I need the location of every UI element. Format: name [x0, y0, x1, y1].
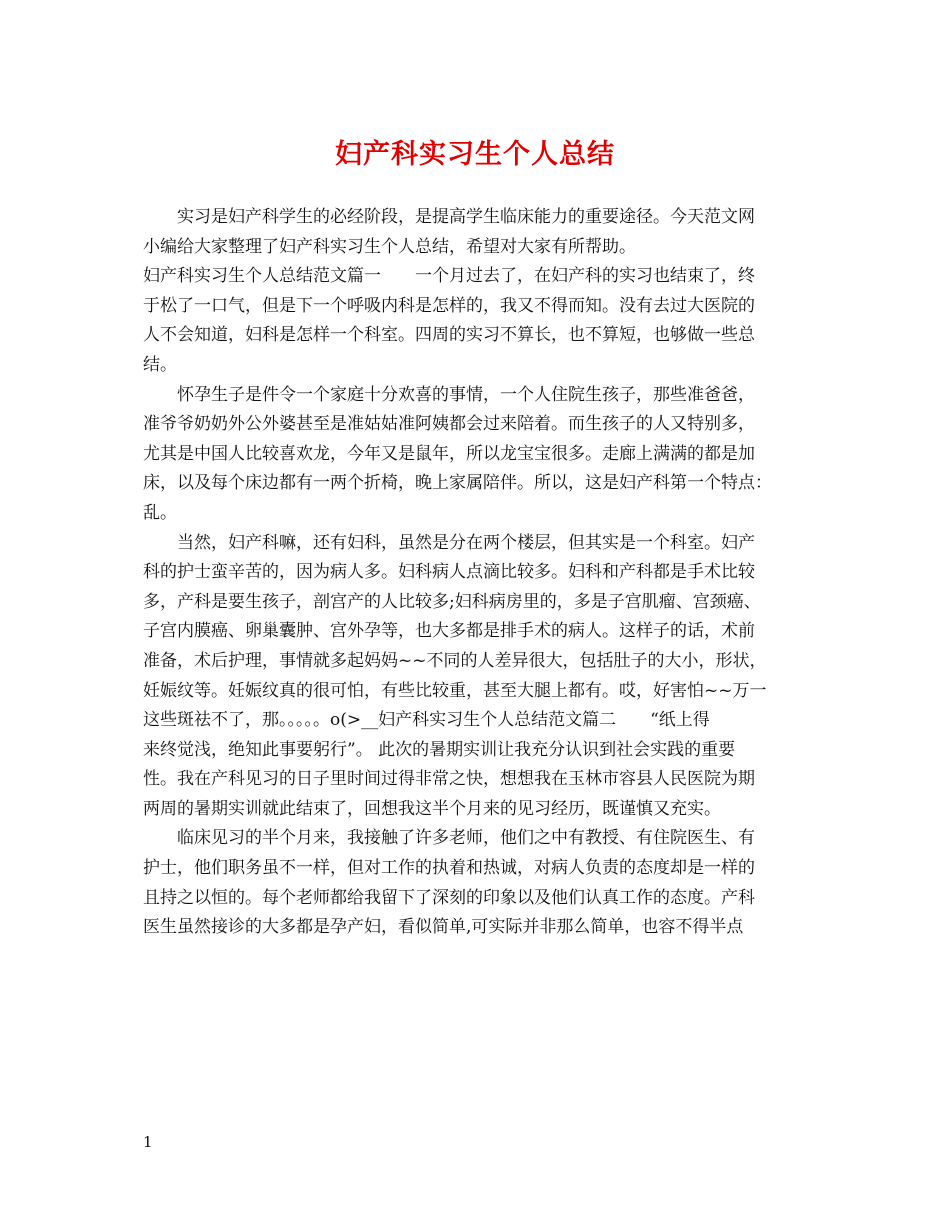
body-line: 且持之以恒的。每个老师都给我留下了深刻的印象以及他们认真工作的态度。产科 — [143, 887, 755, 908]
body-line: 怀孕生子是件令一个家庭十分欢喜的事情，一个人住院生孩子，那些准爸爸， — [177, 384, 755, 405]
body-line: 临床见习的半个月来，我接触了许多老师，他们之中有教授、有住院医生、有 — [177, 828, 755, 849]
body-line: 人不会知道，妇科是怎样一个科室。四周的实习不算长，也不算短，也够做一些总 — [143, 325, 755, 346]
document-body — [143, 203, 813, 943]
body-line: 当然，妇产科嘛，还有妇科，虽然是分在两个楼层，但其实是一个科室。妇产 — [177, 532, 755, 553]
page-number: 1 — [143, 1133, 153, 1151]
body-line: 妊娠纹等。妊娠纹真的很可怕，有些比较重，甚至大腿上都有。哎，好害怕~~万一 — [143, 680, 767, 701]
body-line: 尤其是中国人比较喜欢龙，今年又是鼠年，所以龙宝宝很多。走廊上满满的都是加 — [143, 443, 755, 464]
body-line: 准爷爷奶奶外公外婆甚至是准姑姑准阿姨都会过来陪着。而生孩子的人又特别多， — [143, 414, 755, 435]
body-line: 实习是妇产科学生的必经阶段，是提高学生临床能力的重要途径。今天范文网 — [177, 207, 755, 227]
body-line: 这些斑祛不了，那。。。。。o(>__妇产科实习生个人总结范文篇二 “纸上得 — [143, 710, 710, 731]
body-line: 来终觉浅，绝知此事要躬行”。 此次的暑期实训让我充分认识到社会实践的重要 — [143, 739, 736, 760]
body-line: 科的护士蛮辛苦的，因为病人多。妇科病人点滴比较多。妇科和产科都是手术比较 — [143, 562, 755, 583]
body-line: 护士，他们职务虽不一样，但对工作的执着和热诚，对病人负责的态度却是一样的 — [143, 858, 755, 879]
body-line: 准备，术后护理，事情就多起妈妈~~不同的人差异很大，包括肚子的大小，形状， — [143, 650, 767, 671]
body-line: 妇产科实习生个人总结范文篇一 一个月过去了，在妇产科的实习也结束了，终 — [143, 266, 755, 287]
body-line: 子宫内膜癌、卵巢囊肿、宫外孕等，也大多都是排手术的病人。这样子的话，术前 — [143, 621, 755, 642]
body-line: 结。 — [143, 354, 177, 375]
body-line: 性。我在产科见习的日子里时间过得非常之快，想想我在玉林市容县人民医院为期 — [143, 769, 755, 790]
body-line: 于松了一口气，但是下一个呼吸内科是怎样的，我又不得而知。没有去过大医院的 — [143, 295, 755, 316]
body-line: 小编给大家整理了妇产科实习生个人总结，希望对大家有所帮助。 — [143, 236, 636, 257]
body-line: 床，以及每个床边都有一两个折椅，晚上家属陪伴。所以，这是妇产科第一个特点： — [143, 473, 772, 494]
document-title: 妇产科实习生个人总结 — [335, 139, 615, 170]
body-line: 多，产科是要生孩子，剖宫产的人比较多;妇科病房里的，多是子宫肌瘤、宫颈癌、 — [143, 591, 761, 612]
body-line: 乱。 — [143, 502, 177, 523]
body-line: 医生虽然接诊的大多都是孕产妇，看似简单,可实际并非那么简单，也容不得半点 — [143, 917, 744, 938]
body-line: 两周的暑期实训就此结束了，回想我这半个月来的见习经历，既谨慎又充实。 — [143, 798, 721, 819]
